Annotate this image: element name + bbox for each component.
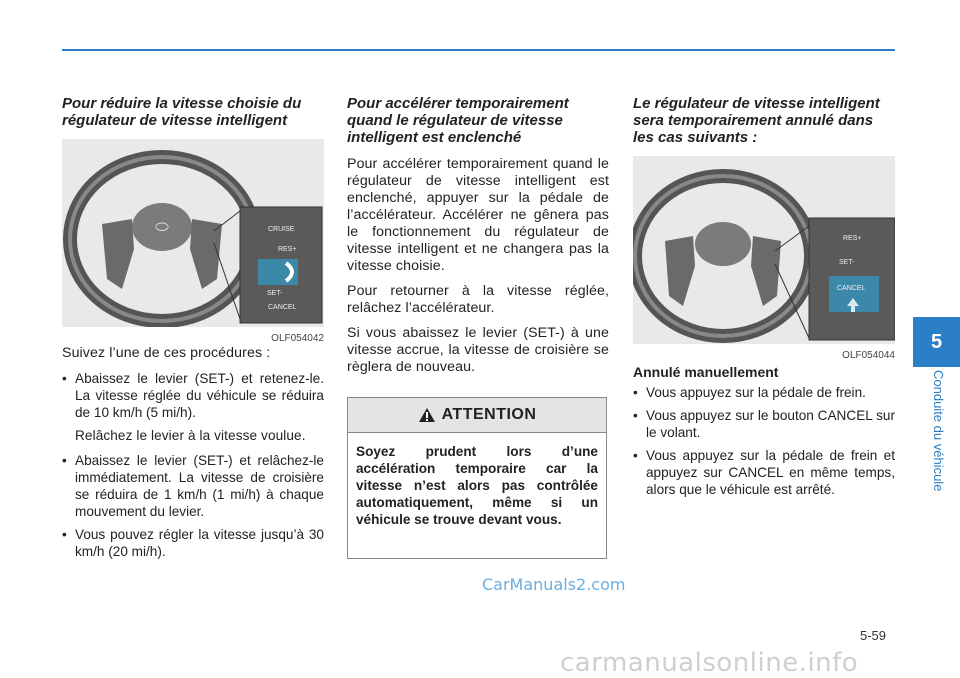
list-item: • Vous appuyez sur la pédale de frein et appuyez sur CANCEL en même temps, alors que le véhicule est arrêté. [633, 447, 895, 498]
cancel-conditions-list [633, 384, 895, 498]
steering-wheel-illustration [62, 139, 324, 327]
svg-text:⬭: ⬭ [155, 217, 169, 236]
list-item: • Vous appuyez sur la pédale de frein. [633, 384, 895, 401]
res-label: RES+ [843, 235, 862, 242]
attention-box [347, 397, 607, 559]
list-item: • Vous appuyez sur le bouton CANCEL sur le volant. [633, 407, 895, 441]
column-cancel [633, 95, 895, 504]
top-rule [62, 49, 895, 51]
footer-watermark: carmanualsonline.info [560, 648, 859, 678]
figure-caption: OLF054044 [842, 350, 895, 361]
paragraph: Si vous abaissez le levier (SET-) à une vitesse accrue, la vitesse de croisière se règlera de nouveau. [347, 325, 609, 375]
list-item: • Abaissez le levier (SET-) et relâchez-le immédiatement. La vitesse de croisière se réduira de 1 km/h (1 mi/h) à chaque mouvement du levier. [62, 452, 324, 520]
procedure-list-cont [62, 452, 324, 560]
steering-wheel-figure [633, 156, 895, 361]
procedure-list [62, 370, 324, 421]
attention-header [348, 398, 606, 433]
section-heading: Le régulateur de vitesse intelligent sera temporairement annulé dans les cas suivants : [633, 95, 880, 146]
paragraph: Pour accélérer temporairement quand le régulateur de vitesse intelligent est enclenché, appuyer sur la pédale de l’accélérateur. Accélérer ne gênera pas le fonctionnement du régulateur de vitesse intelligent et ne changera pas la vitesse choisie. [347, 156, 609, 274]
column-accelerate [347, 95, 609, 384]
column-reduce-speed [62, 95, 324, 566]
steering-wheel-figure [62, 139, 324, 344]
section-heading: Pour réduire la vitesse choisie du régulateur de vitesse intelligent [62, 95, 302, 129]
list-item: • Vous pouvez régler la vitesse jusqu’à 30 km/h (20 mi/h). [62, 526, 324, 560]
res-label: RES+ [278, 246, 297, 253]
warning-icon [418, 407, 436, 423]
chapter-number: 5 [930, 330, 943, 353]
cancel-label: CANCEL [268, 304, 297, 311]
list-item: • Abaissez le levier (SET-) et retenez-le. La vitesse réglée du véhicule se réduira de 10 km/h (5 mi/h). [62, 370, 324, 421]
cruise-label: CRUISE [268, 226, 295, 233]
subheading: Annulé manuellement [633, 364, 779, 380]
watermark-link[interactable]: CarManuals2.com [482, 575, 626, 594]
list-item-note: Relâchez le levier à la vitesse voulue. [75, 428, 306, 443]
cancel-label: CANCEL [837, 285, 866, 292]
attention-text: Soyez prudent lors d’une accélération temporaire car la vitesse n’est alors pas contrôlée automatiquement, même si un véhicule se trouve devant vous. [356, 444, 598, 527]
chapter-tab [913, 317, 960, 367]
paragraph: Pour retourner à la vitesse réglée, relâchez l’accélérateur. [347, 283, 609, 316]
steering-wheel-illustration [633, 156, 895, 344]
section-heading: Pour accélérer temporairement quand le régulateur de vitesse intelligent est enclenché [347, 95, 569, 146]
page-number: 5-59 [860, 628, 887, 643]
intro-text: Suivez l’une de ces procédures : [62, 345, 271, 361]
chapter-title: Conduite du véhicule [931, 370, 946, 492]
figure-caption: OLF054042 [271, 333, 324, 344]
set-label: SET- [839, 259, 855, 266]
attention-title: ATTENTION [441, 406, 537, 423]
set-label: SET- [267, 290, 283, 297]
